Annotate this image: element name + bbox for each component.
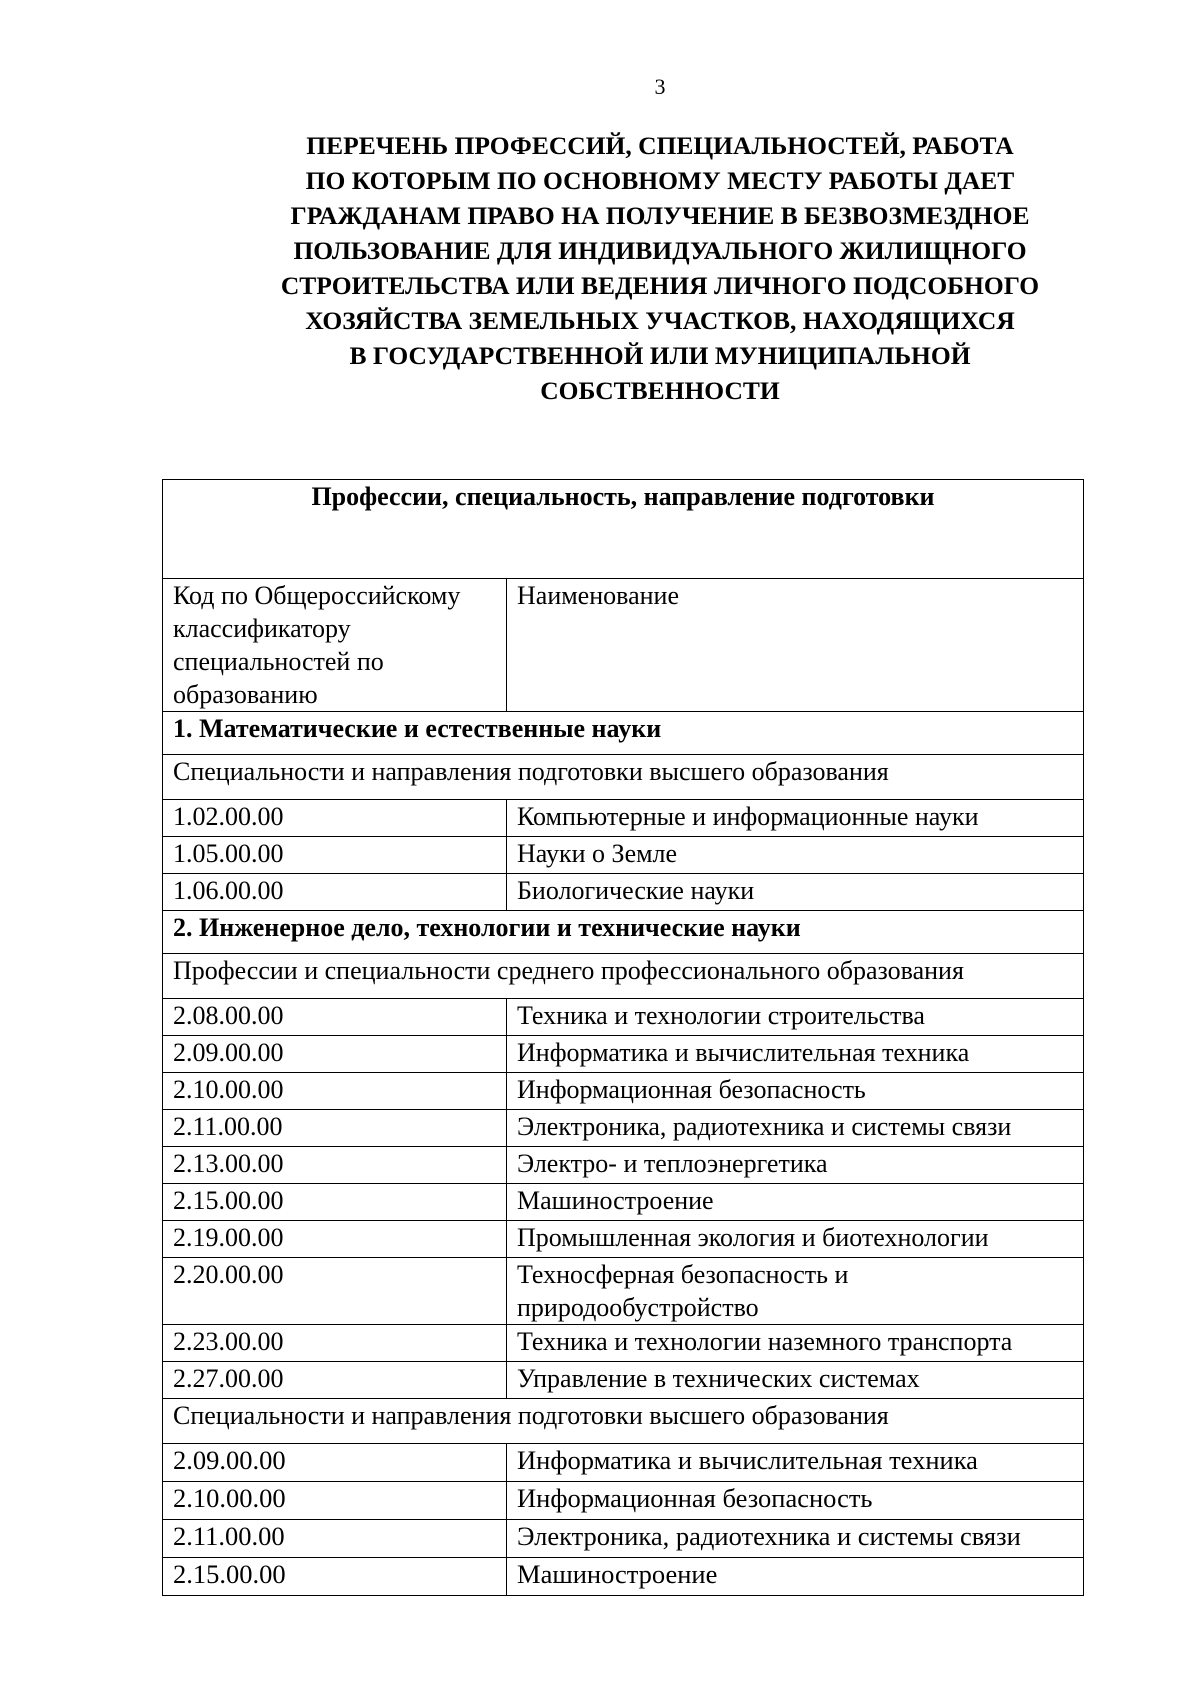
name-cell: Электроника, радиотехника и системы связи xyxy=(507,1520,1084,1558)
name-cell: Биологические науки xyxy=(507,874,1084,911)
name-cell: Техносферная безопасность и природообустройство xyxy=(507,1258,1084,1325)
table-row xyxy=(163,1147,1084,1184)
code-cell: 1.02.00.00 xyxy=(163,800,507,837)
table-row xyxy=(163,1110,1084,1147)
code-cell: 2.23.00.00 xyxy=(163,1325,507,1362)
code-cell: 2.15.00.00 xyxy=(163,1184,507,1221)
code-cell: 2.11.00.00 xyxy=(163,1110,507,1147)
name-cell: Управление в технических системах xyxy=(507,1362,1084,1399)
table-row xyxy=(163,1221,1084,1258)
name-cell: Информационная безопасность xyxy=(507,1073,1084,1110)
table-header: Профессии, специальность, направление подготовки xyxy=(163,480,1084,579)
subsection-title: Профессии и специальности среднего профессионального образования xyxy=(163,954,1084,999)
name-cell: Промышленная экология и биотехнологии xyxy=(507,1221,1084,1258)
code-cell: 1.05.00.00 xyxy=(163,837,507,874)
title-line: В ГОСУДАРСТВЕННОЙ ИЛИ МУНИЦИПАЛЬНОЙ xyxy=(349,341,971,370)
subsection-row xyxy=(163,1399,1084,1444)
table-row xyxy=(163,1444,1084,1482)
document-title xyxy=(230,128,1090,408)
subsection-title: Специальности и направления подготовки высшего образования xyxy=(163,755,1084,800)
section-title: 1. Математические и естественные науки xyxy=(163,712,1084,755)
name-cell: Машиностроение xyxy=(507,1558,1084,1596)
code-cell: 2.09.00.00 xyxy=(163,1444,507,1482)
code-cell: 2.11.00.00 xyxy=(163,1520,507,1558)
name-cell: Информатика и вычислительная техника xyxy=(507,1036,1084,1073)
table-row xyxy=(163,1258,1084,1325)
table-row xyxy=(163,1558,1084,1596)
table-row xyxy=(163,1184,1084,1221)
title-line: ХОЗЯЙСТВА ЗЕМЕЛЬНЫХ УЧАСТКОВ, НАХОДЯЩИХСЯ xyxy=(305,306,1015,335)
subsection-row xyxy=(163,755,1084,800)
table-row xyxy=(163,837,1084,874)
page-number: 3 xyxy=(654,74,666,99)
name-cell: Науки о Земле xyxy=(507,837,1084,874)
title-line: СОБСТВЕННОСТИ xyxy=(540,376,780,405)
name-cell: Техника и технологии строительства xyxy=(507,999,1084,1036)
title-line: ПЕРЕЧЕНЬ ПРОФЕССИЙ, СПЕЦИАЛЬНОСТЕЙ, РАБОТА xyxy=(306,131,1014,160)
code-cell: 2.10.00.00 xyxy=(163,1482,507,1520)
title-line: ПОЛЬЗОВАНИЕ ДЛЯ ИНДИВИДУАЛЬНОГО ЖИЛИЩНОГО xyxy=(293,236,1027,265)
code-cell: 2.09.00.00 xyxy=(163,1036,507,1073)
subsection-title: Специальности и направления подготовки высшего образования xyxy=(163,1399,1084,1444)
name-cell: Информатика и вычислительная техника xyxy=(507,1444,1084,1482)
title-line: ПО КОТОРЫМ ПО ОСНОВНОМУ МЕСТУ РАБОТЫ ДАЕТ xyxy=(305,166,1015,195)
section-row xyxy=(163,911,1084,954)
table-row xyxy=(163,1520,1084,1558)
table-header-row xyxy=(163,480,1084,579)
professions-table xyxy=(162,479,1084,1596)
code-cell: 1.06.00.00 xyxy=(163,874,507,911)
code-cell: 2.15.00.00 xyxy=(163,1558,507,1596)
column-header-name: Наименование xyxy=(507,579,1084,712)
table-row xyxy=(163,1073,1084,1110)
code-cell: 2.27.00.00 xyxy=(163,1362,507,1399)
title-line: ГРАЖДАНАМ ПРАВО НА ПОЛУЧЕНИЕ В БЕЗВОЗМЕЗДНОЕ xyxy=(290,201,1030,230)
table-row xyxy=(163,999,1084,1036)
table-row xyxy=(163,1482,1084,1520)
code-cell: 2.10.00.00 xyxy=(163,1073,507,1110)
column-header-code: Код по Общероссийскому классификатору специальностей по образованию xyxy=(163,579,507,712)
table-row xyxy=(163,874,1084,911)
table-row xyxy=(163,1325,1084,1362)
column-header-row xyxy=(163,579,1084,712)
name-cell: Информационная безопасность xyxy=(507,1482,1084,1520)
name-cell: Машиностроение xyxy=(507,1184,1084,1221)
name-cell: Техника и технологии наземного транспорта xyxy=(507,1325,1084,1362)
code-cell: 2.13.00.00 xyxy=(163,1147,507,1184)
table-row xyxy=(163,800,1084,837)
subsection-row xyxy=(163,954,1084,999)
name-cell: Компьютерные и информационные науки xyxy=(507,800,1084,837)
code-cell: 2.08.00.00 xyxy=(163,999,507,1036)
table-row xyxy=(163,1036,1084,1073)
name-cell: Электро- и теплоэнергетика xyxy=(507,1147,1084,1184)
code-cell: 2.20.00.00 xyxy=(163,1258,507,1325)
code-cell: 2.19.00.00 xyxy=(163,1221,507,1258)
title-line: СТРОИТЕЛЬСТВА ИЛИ ВЕДЕНИЯ ЛИЧНОГО ПОДСОБНОГО xyxy=(280,271,1040,300)
section-row xyxy=(163,712,1084,755)
name-cell: Электроника, радиотехника и системы связи xyxy=(507,1110,1084,1147)
section-title: 2. Инженерное дело, технологии и технические науки xyxy=(163,911,1084,954)
table-row xyxy=(163,1362,1084,1399)
